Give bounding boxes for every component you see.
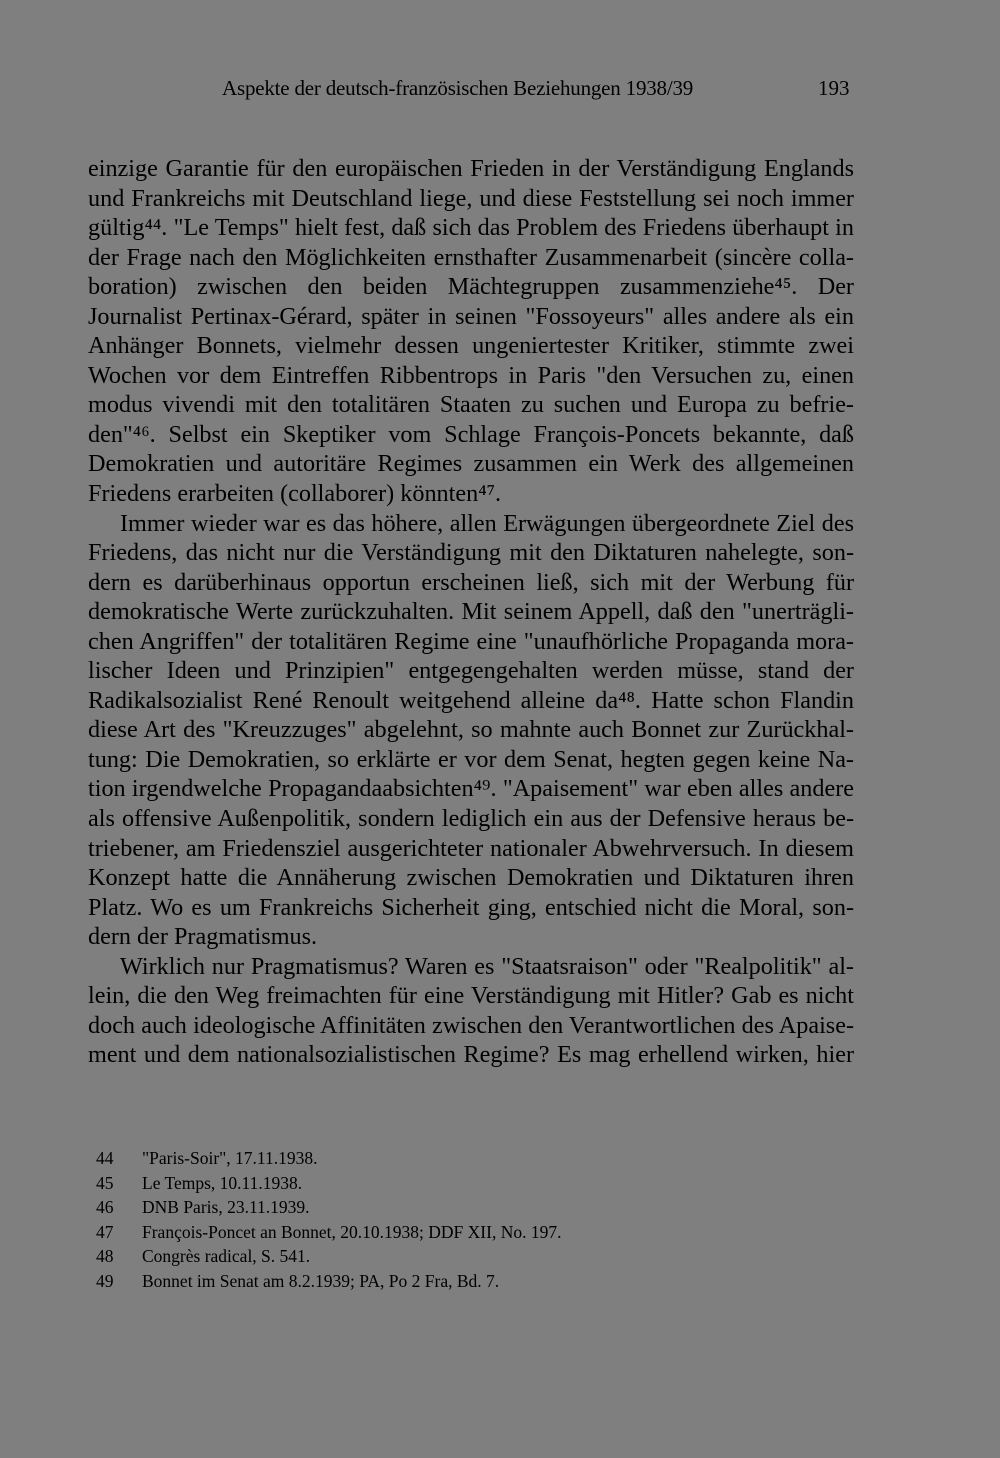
running-title: Aspekte der deutsch-französischen Beziehungen 1938/39 (222, 76, 694, 100)
text-line: Journalist Pertinax-Gérard, später in seinen "Fossoyeurs" alles andere als ein (88, 302, 854, 330)
footnote-number: 47 (96, 1221, 114, 1242)
text-line: dern es darüberhinaus opportun erscheinen ließ, sich mit der Werbung für (88, 568, 854, 596)
footnote-text: Congrès radical, S. 541. (142, 1246, 311, 1267)
text-line: dern der Pragmatismus. (88, 923, 318, 951)
text-line: als offensive Außenpolitik, sondern lediglich ein aus der Defensive heraus be- (88, 805, 854, 833)
footnote (96, 1171, 796, 1196)
text-line: demokratische Werte zurückzuhalten. Mit seinem Appell, daß den "unerträgli- (88, 598, 854, 626)
text-line: boration) zwischen den beiden Mächtegruppen zusammenziehe⁴⁵. Der (88, 273, 854, 301)
text-line: modus vivendi mit den totalitären Staaten zu suchen und Europa zu befrie- (88, 391, 854, 419)
footnote (96, 1146, 796, 1171)
body-text (88, 154, 854, 1070)
footnote-text: "Paris-Soir", 17.11.1938. (142, 1148, 318, 1168)
footnote-number: 49 (96, 1270, 114, 1291)
footnote-text: Bonnet im Senat am 8.2.1939; PA, Po 2 Fra, Bd. 7. (142, 1270, 500, 1291)
footnotes (96, 1146, 796, 1294)
text-line: einzige Garantie für den europäischen Frieden in der Verständigung Englands (88, 155, 854, 182)
footnote-number: 45 (96, 1172, 114, 1193)
footnote (96, 1244, 796, 1269)
text-line: triebener, am Friedensziel ausgerichteter nationaler Abwehrversuch. In diesem (88, 834, 854, 862)
text-line: doch auch ideologische Affinitäten zwischen den Verantwortlichen des Apaise- (88, 1011, 854, 1039)
text-line: tung: Die Demokratien, so erklärte er vor dem Senat, hegten gegen keine Na- (88, 745, 854, 773)
page-header (0, 76, 1000, 106)
text-line: tion irgendwelche Propagandaabsichten⁴⁹. "Apaisement" war eben alles andere (88, 775, 854, 803)
text-line: Anhänger Bonnets, vielmehr dessen ungeniertester Kritiker, stimmte zwei (88, 332, 854, 360)
footnote (96, 1269, 796, 1294)
footnote-number: 44 (96, 1148, 114, 1168)
text-line: Wirklich nur Pragmatismus? Waren es "Staatsraison" oder "Realpolitik" al- (120, 952, 854, 980)
text-line: Konzept hatte die Annäherung zwischen Demokratien und Diktaturen ihren (88, 864, 854, 892)
page-number: 193 (818, 76, 850, 100)
text-line: Friedens, das nicht nur die Verständigung mit den Diktaturen nahelegte, son- (88, 539, 854, 567)
text-line: und Frankreichs mit Deutschland liege, und diese Feststellung sei noch immer (88, 184, 854, 212)
text-line: chen Angriffen" der totalitären Regime eine "unaufhörliche Propaganda mora- (88, 627, 854, 655)
text-line: Radikalsozialist René Renoult weitgehend alleine da⁴⁸. Hatte schon Flandin (88, 686, 854, 714)
text-line: gültig⁴⁴. "Le Temps" hielt fest, daß sich das Problem des Friedens überhaupt in (88, 214, 854, 242)
text-line: Platz. Wo es um Frankreichs Sicherheit ging, entschied nicht die Moral, son- (88, 893, 854, 921)
text-line: Demokratien und autoritäre Regimes zusammen ein Werk des allgemeinen (88, 450, 854, 478)
footnote-text: Le Temps, 10.11.1938. (142, 1172, 303, 1193)
text-line: diese Art des "Kreuzzuges" abgelehnt, so mahnte auch Bonnet zur Zurückhal- (88, 716, 854, 744)
footnote-number: 48 (96, 1246, 114, 1267)
text-line: Wochen vor dem Eintreffen Ribbentrops in Paris "den Versuchen zu, einen (88, 361, 854, 389)
footnote-text: François-Poncet an Bonnet, 20.10.1938; DDF XII, No. 197. (142, 1221, 562, 1242)
text-line: lischer Ideen und Prinzipien" entgegengehalten werden müsse, stand der (88, 657, 854, 685)
footnote-text: DNB Paris, 23.11.1939. (142, 1197, 310, 1218)
text-line: Friedens erarbeiten (collaborer) könnten⁴⁷. (88, 480, 502, 508)
footnote (96, 1220, 796, 1245)
text-line: ment und dem nationalsozialistischen Regime? Es mag erhellend wirken, hier (88, 1041, 854, 1069)
text-line: Immer wieder war es das höhere, allen Erwägungen übergeordnete Ziel des (120, 509, 854, 537)
text-line: lein, die den Weg freimachten für eine Verständigung mit Hitler? Gab es nicht (88, 982, 854, 1010)
text-line: den"⁴⁶. Selbst ein Skeptiker vom Schlage François-Poncets bekannte, daß (88, 420, 854, 448)
footnote (96, 1195, 796, 1220)
footnote-number: 46 (96, 1197, 114, 1218)
text-line: der Frage nach den Möglichkeiten ernsthafter Zusammenarbeit (sincère colla- (88, 243, 854, 271)
